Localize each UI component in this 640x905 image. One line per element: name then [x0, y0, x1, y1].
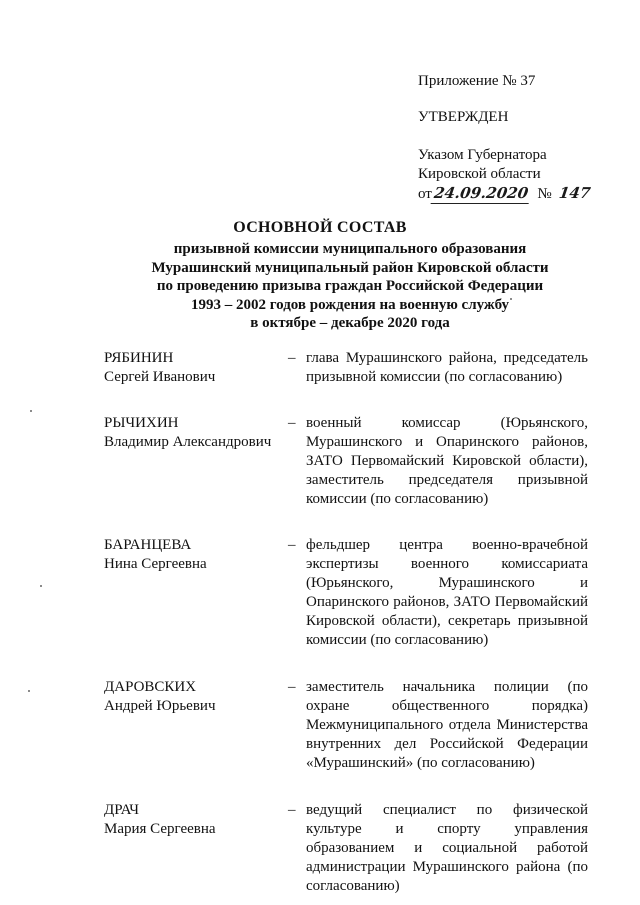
member-entry [104, 349, 588, 387]
member-surname: БАРАНЦЕВА [104, 537, 192, 553]
document-subtitle [0, 240, 640, 333]
member-given-name: Сергей Иванович [104, 369, 216, 385]
number-label: № [537, 186, 552, 202]
member-name [104, 536, 284, 650]
member-entry [104, 801, 588, 896]
subtitle-line: по проведению призыва граждан Российской Федерации [156, 278, 544, 294]
decree-line-1: Указом Губернатора [418, 147, 547, 163]
dash: – [288, 537, 296, 553]
subtitle-line: 1993 – 2002 годов рождения на военную службу [190, 296, 510, 313]
member-surname: РЯБИНИН [104, 350, 174, 366]
dash: – [288, 802, 296, 818]
appendix-label: Приложение № 37 [418, 73, 536, 89]
handwritten-number: 147 [558, 184, 593, 202]
subtitle-line: призывной комиссии муниципального образования [173, 241, 527, 257]
member-entry [104, 414, 588, 509]
document-title: ОСНОВНОЙ СОСТАВ [233, 219, 407, 236]
member-surname: ДРАЧ [104, 802, 139, 818]
member-entry [104, 678, 588, 773]
member-name [104, 801, 284, 896]
member-given-name: Нина Сергеевна [104, 556, 207, 572]
member-given-name: Мария Сергеевна [104, 821, 216, 837]
from-label: от [418, 186, 432, 202]
scan-speck [28, 690, 30, 692]
member-role: военный комиссар (Юрьянского, Мурашинского и Опаринского районов, ЗАТО Первомайский Кировской области), заместитель председателя призывной комиссии (по согласованию) [306, 415, 588, 507]
subtitle-line: Мурашинский муниципальный район Кировской области [151, 259, 549, 276]
member-role: глава Мурашинского района, председатель призывной комиссии (по согласованию) [306, 350, 588, 385]
member-entry [104, 536, 588, 650]
scan-speck [510, 298, 512, 300]
member-role: ведущий специалист по физической культуре и спорту управления образованием и социальной работой администрации Мурашинского района (по согласованию) [306, 802, 588, 894]
dash: – [288, 679, 296, 695]
dash: – [288, 350, 296, 366]
scan-speck [40, 585, 42, 587]
member-surname: РЫЧИХИН [104, 415, 179, 431]
decree-date-line [418, 184, 591, 204]
members-list [104, 349, 588, 896]
member-given-name: Андрей Юрьевич [104, 698, 216, 714]
member-name [104, 414, 284, 509]
dash: – [288, 415, 296, 431]
subtitle-line: в октябре – декабре 2020 года [250, 315, 450, 331]
member-given-name: Владимир Александрович [104, 434, 272, 450]
member-surname: ДАРОВСКИХ [104, 679, 197, 695]
approval-block [418, 72, 591, 204]
scan-speck [30, 410, 32, 412]
approved-label: УТВЕРЖДЕН [418, 109, 509, 125]
member-name [104, 678, 284, 773]
member-role: заместитель начальника полиции (по охране общественного порядка) Межмуниципального отдела Министерства внутренних дел Российской Федерации «Мурашинский» (по согласованию) [306, 679, 588, 771]
member-role: фельдшер центра военно-врачебной экспертизы военного комиссариата (Юрьянского, Мурашинского и Опаринского районов, ЗАТО Первомайский Кировской области), секретарь призывной комиссии (по согласованию) [306, 537, 588, 648]
decree-line-2: Кировской области [418, 166, 541, 182]
handwritten-date: 24.09.2020 [430, 184, 531, 204]
member-name [104, 349, 284, 387]
